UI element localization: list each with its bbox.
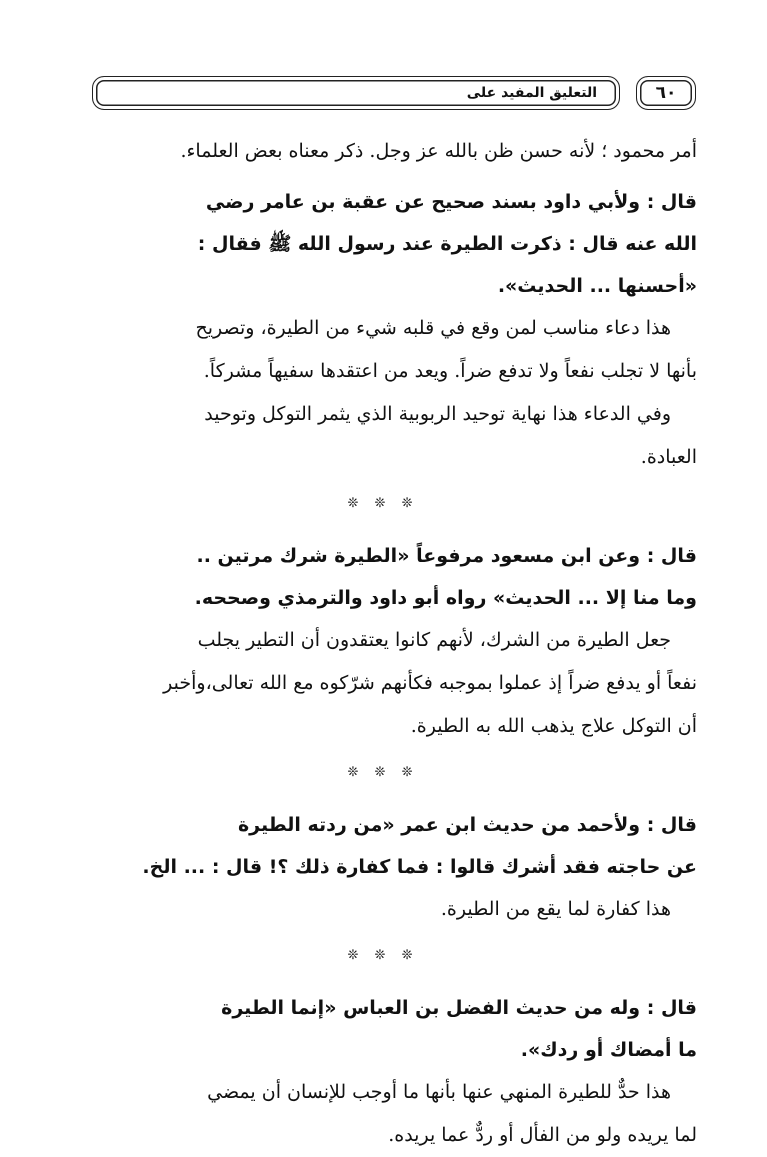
section-separator: ❊ ❊ ❊ <box>347 496 419 511</box>
text-line: قال : ولأبي داود بسند صحيح عن عقبة بن عامر رضي <box>205 191 697 213</box>
text-line: قال : وله من حديث الفضل بن العباس «إنما الطيرة <box>221 997 697 1019</box>
text-line: أمر محمود ؛ لأنه حسن ظن بالله عز وجل. ذكر معناه بعض العلماء. <box>180 140 697 162</box>
commentary-paragraph <box>69 619 697 748</box>
page-body <box>69 130 697 1157</box>
text-line: ما أمضاك أو ردك». <box>520 1039 697 1061</box>
text-line: هذا كفارة لما يقع من الطيرة. <box>440 898 671 920</box>
text-line: وفي الدعاء هذا نهاية توحيد الربوبية الذي يثمر التوكل وتوحيد <box>204 403 671 425</box>
section-separator: ❊ ❊ ❊ <box>347 948 419 963</box>
text-line: وما منا إلا ... الحديث» رواه أبو داود والترمذي وصححه. <box>194 587 697 609</box>
page-header <box>92 76 696 114</box>
commentary-paragraph <box>69 393 697 479</box>
text-line: قال : ولأحمد من حديث ابن عمر «من ردته الطيرة <box>237 814 697 836</box>
commentary-paragraph <box>69 1071 697 1157</box>
text-line: جعل الطيرة من الشرك، لأنهم كانوا يعتقدون أن التطير يجلب <box>197 629 671 651</box>
page-number: ٦٠ <box>655 83 677 103</box>
commentary-paragraph <box>69 307 697 393</box>
text-line: الله عنه قال : ذكرت الطيرة عند رسول الله ﷺ فقال : <box>197 233 697 255</box>
text-line: هذا حدٌّ للطيرة المنهي عنها بأنها ما أوجب للإنسان أن يمضي <box>207 1081 671 1103</box>
text-line: هذا دعاء مناسب لمن وقع في قلبه شيء من الطيرة، وتصريح <box>195 317 671 339</box>
header-title-frame <box>92 76 620 110</box>
section-separator: ❊ ❊ ❊ <box>347 765 419 780</box>
quoted-hadith <box>69 535 697 619</box>
paragraph <box>69 130 697 173</box>
text-line: أن التوكل علاج يذهب الله به الطيرة. <box>410 715 697 737</box>
quoted-hadith <box>69 181 697 307</box>
quoted-hadith <box>69 804 697 888</box>
page-number-frame <box>636 76 696 110</box>
text-line: «أحسنها ... الحديث». <box>497 275 697 297</box>
text-line: قال : وعن ابن مسعود مرفوعاً «الطيرة شرك مرتين .. <box>196 545 697 567</box>
commentary-paragraph <box>69 888 697 931</box>
text-line: بأنها لا تجلب نفعاً ولا تدفع ضراً. ويعد من اعتقدها سفيهاً مشركاً. <box>203 360 697 382</box>
text-line: نفعاً أو يدفع ضراً إذ عملوا بموجبه فكأنهم شرّكوه مع الله تعالى،وأخبر <box>163 672 697 694</box>
text-line: عن حاجته فقد أشرك قالوا : فما كفارة ذلك ؟! قال : ... الخ. <box>142 856 697 878</box>
running-title: التعليق المفيد على <box>466 85 597 101</box>
text-line: العبادة. <box>640 446 697 468</box>
text-line: لما يريده ولو من الفأل أو ردٌّ عما يريده. <box>388 1124 697 1146</box>
quoted-hadith <box>69 987 697 1071</box>
